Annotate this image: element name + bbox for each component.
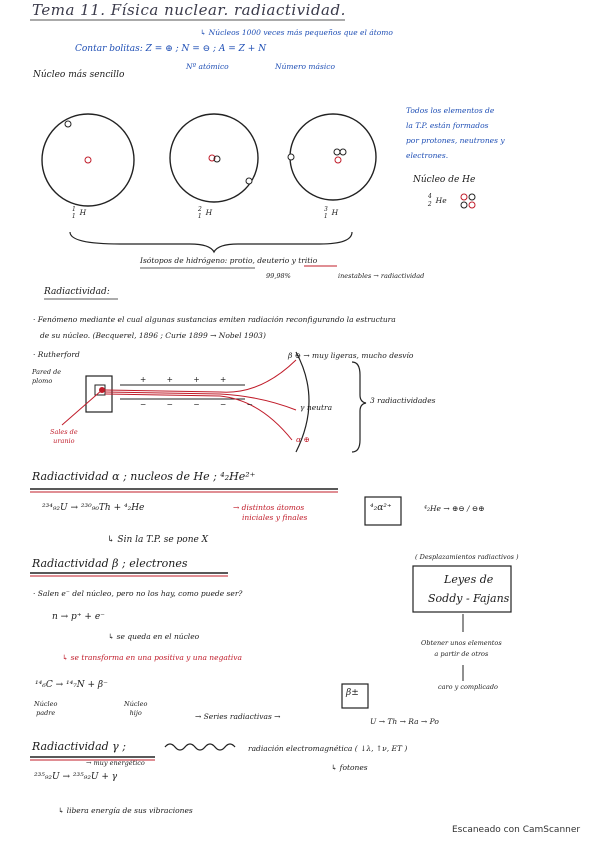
iso1-a: 1 [72,206,76,213]
iso2-s: H [205,208,213,217]
contar-bolitas: Contar bolitas: Z = ⊕ ; N = ⊖ ; A = Z + N [75,44,267,54]
desplazamientos-label: ( Desplazamientos radiactivos ) [415,553,519,561]
n-masico-label: Número másico [275,62,335,71]
iso2-a: 2 [198,206,202,213]
he-notation [427,193,447,208]
sales-line-1: Sales de [50,428,78,436]
nucleo-sencillo: Núcleo más sencillo [33,70,125,80]
todos-line-4: electrones. [406,151,449,160]
pared-line-1: Pared de [32,368,62,376]
inestables-text: inestables → radiactividad [338,272,425,280]
todos-elementos-block [406,103,505,163]
iso1-z: 1 [71,213,76,220]
distintas-line-2: iniciales y finales [242,513,308,522]
beta-box-symbol: β± [346,688,359,698]
he-eq: ⁴₂He → ⊕⊖ / ⊖⊕ [424,504,485,513]
atom-tritio [288,114,376,200]
iso3-a: 3 [324,206,328,213]
distintas-label [233,503,307,523]
radiactividad-heading: Radiactividad: [44,287,110,297]
atom-deuterio [170,114,258,202]
percent-text: 99,98% [266,272,291,280]
iso3-z: 1 [323,213,328,220]
def-line-1: · Fenómeno mediante el cual algunas sustancias emiten radiación reconfigurando la estructura [33,315,396,324]
padre-line-1: Núcleo [34,700,58,708]
he-atomic: 2 [427,201,432,208]
footer-watermark: Escaneado con CamScanner [452,825,581,835]
n-atomico-label: Nº atómico [186,62,229,71]
he-symbol: He [435,196,447,205]
obtener-label [421,638,502,660]
distintas-line-1: → distintos átomos [233,503,305,512]
sales-label [50,428,78,446]
isotope-label-3 [323,206,339,220]
libera-text: ↳ libera energía de sus vibraciones [58,806,193,815]
hijo-label [124,700,147,718]
isotopos-text: Isótopos de hidrógeno: protio, deuterio y tritio [140,256,318,265]
alpha-ray-label: α ⊕ [296,435,310,444]
nucleo-he-label: Núcleo de He [413,175,476,185]
obtener-line-1: Obtener unos elementos [421,639,502,647]
plate-minus: − − − − − [140,400,262,409]
leyes-line-1: Leyes de [444,573,494,586]
nucleos-note: ↳ Núcleos 1000 veces más pequeños que el átomo [200,28,393,37]
chain-label: U → Th → Ra → Po [370,717,439,726]
se-queda-label: ↳ se queda en el núcleo [108,632,200,641]
iso3-s: H [331,208,339,217]
beta-heading: Radiactividad β ; electrones [32,557,188,570]
gamma-equation: ²³⁵₉₂U → ²³⁵₉₂U + γ [34,772,118,782]
salen-text: · Salen e⁻ del núcleo, pero no los hay, como puede ser? [33,589,243,598]
sin-tp-label: ↳ Sin la T.P. se pone X [107,535,209,545]
series-label: → Series radiactivas → [195,712,281,721]
plate-plus: + + + + [140,375,236,384]
se-transforma-label: ↳ se transforma en una positiva y una negativa [62,653,242,662]
sales-line-2: uranio [53,437,75,445]
page-title: Tema 11. Física nuclear. radiactividad. [32,1,346,19]
tres-radiactividades: 3 radiactividades [370,396,436,405]
hijo-line-2: hijo [129,709,142,717]
nucleos-note-text: Núcleos 1000 veces más pequeños que el átomo [208,28,393,37]
he-mass: 4 [428,193,432,200]
carbon-equation: ¹⁴₆C → ¹⁴₇N + β⁻ [35,680,108,690]
atom-protio [42,114,134,206]
muy-energetico-text: → muy energético [86,759,145,767]
leyes-line-2: Soddy - Fajans [428,592,510,605]
padre-line-2: padre [36,709,56,717]
alpha-equation: ²³⁴₉₂U → ²³⁰₉₀Th + ⁴₂He [42,503,145,513]
todos-line-3: por protones, neutrones y [406,136,505,145]
beta-ray-label: β ⊖ → muy ligeras, mucho desvío [288,351,414,360]
gamma-heading: Radiactividad γ ; [32,740,126,753]
obtener-line-2: a partir de otros [434,650,489,658]
radiacion-text: radiación electromagnética ( ↓λ, ↑ν, ET ) [248,744,408,753]
alpha-box-symbol: ⁴₂α²⁺ [370,503,392,513]
todos-line-2: la T.P. están formados [406,121,489,130]
gamma-ray-label: γ neutra [300,403,333,412]
pared-line-2: plomo [32,377,53,385]
rutherford-label: · Rutherford [33,350,80,359]
alpha-heading: Radiactividad α ; nucleos de He ; ⁴₂He²⁺ [32,470,256,483]
fotones-text: ↳ fotones [331,763,368,772]
beta-reaction: n → p⁺ + e⁻ [52,612,105,622]
padre-label [34,700,57,718]
todos-line-1: Todos los elementos de [406,106,495,115]
caro-label: caro y complicado [438,683,498,691]
iso1-s: H [79,208,87,217]
def-line-2: de su núcleo. (Becquerel, 1896 ; Curie 1899 → Nobel 1903) [40,331,266,340]
iso2-z: 1 [197,213,202,220]
pared-label [32,368,61,386]
leyes-box [428,570,509,608]
isotope-label-1 [71,206,87,220]
hijo-line-1: Núcleo [124,700,148,708]
isotope-label-2 [197,206,213,220]
